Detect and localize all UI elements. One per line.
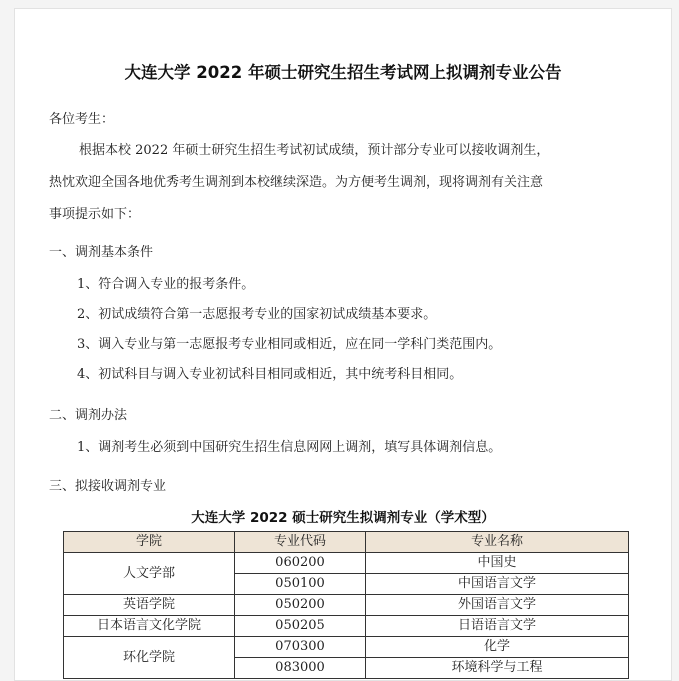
section-3-heading: 三、拟接收调剂专业	[49, 479, 167, 494]
major-name-cell: 环境科学与工程	[366, 658, 629, 679]
college-cell: 环化学院	[64, 637, 235, 679]
intro-line-3: 事项提示如下：	[49, 207, 141, 222]
college-cell: 英语学院	[64, 595, 235, 616]
code-cell: 083000	[235, 658, 366, 679]
major-name-cell: 中国语言文学	[366, 574, 629, 595]
intro-line-1: 根据本校 2022 年硕士研究生招生考试初试成绩，预计部分专业可以接收调剂生，	[79, 143, 550, 158]
greeting: 各位考生：	[49, 112, 115, 127]
table-row	[64, 637, 629, 658]
section-2-heading: 二、调剂办法	[49, 408, 128, 423]
code-cell: 050100	[235, 574, 366, 595]
college-cell: 人文学部	[64, 553, 235, 595]
section-1-item-3: 3、调入专业与第一志愿报考专业相同或相近，应在同一学科门类范围内。	[77, 337, 502, 352]
code-cell: 060200	[235, 553, 366, 574]
section-1-heading: 一、调剂基本条件	[49, 245, 154, 260]
table-row	[64, 553, 629, 574]
code-cell: 070300	[235, 637, 366, 658]
major-name-cell: 外国语言文学	[366, 595, 629, 616]
code-cell: 050200	[235, 595, 366, 616]
major-name-cell: 日语语言文学	[366, 616, 629, 637]
column-header-name: 专业名称	[366, 532, 629, 553]
table-header-row	[64, 532, 629, 553]
table-title: 大连大学 2022 硕士研究生拟调剂专业（学术型）	[191, 510, 495, 526]
code-cell: 050205	[235, 616, 366, 637]
majors-table	[63, 531, 629, 679]
section-1-item-2: 2、初试成绩符合第一志愿报考专业的国家初试成绩基本要求。	[77, 307, 437, 322]
section-1-item-1: 1、符合调入专业的报考条件。	[77, 277, 255, 292]
major-name-cell: 化学	[366, 637, 629, 658]
column-header-college: 学院	[64, 532, 235, 553]
column-header-code: 专业代码	[235, 532, 366, 553]
table-row	[64, 595, 629, 616]
section-2-item-1: 1、调剂考生必须到中国研究生招生信息网网上调剂，填写具体调剂信息。	[77, 440, 502, 455]
document-title: 大连大学 2022 年硕士研究生招生考试网上拟调剂专业公告	[124, 63, 562, 82]
table-row	[64, 616, 629, 637]
college-cell: 日本语言文化学院	[64, 616, 235, 637]
document-page	[14, 8, 672, 681]
intro-line-2: 热忱欢迎全国各地优秀考生调剂到本校继续深造。为方便考生调剂，现将调剂有关注意	[49, 175, 544, 190]
section-1-item-4: 4、初试科目与调入专业初试科目相同或相近，其中统考科目相同。	[77, 367, 463, 382]
major-name-cell: 中国史	[366, 553, 629, 574]
